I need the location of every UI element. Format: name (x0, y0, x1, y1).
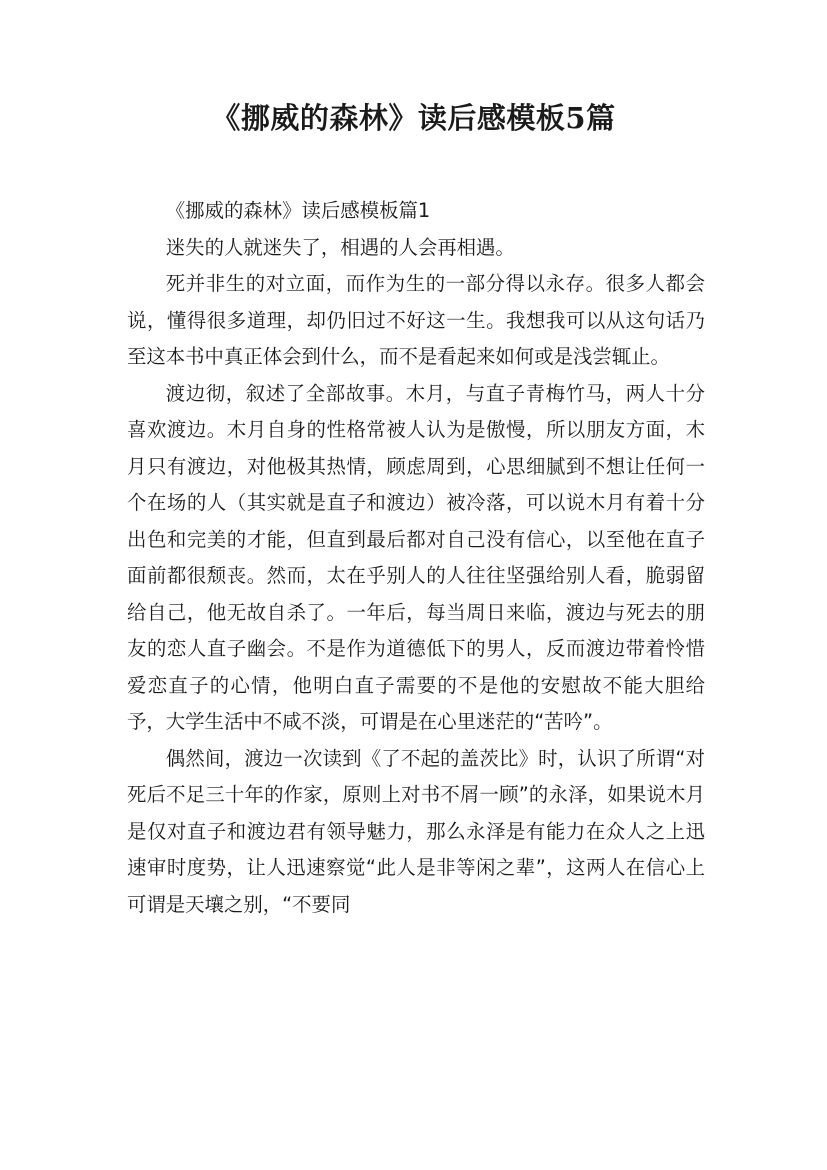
document-title: 《挪威的森林》读后感模板5篇 (211, 101, 616, 135)
body-paragraph: 偶然间，渡边一次读到《了不起的盖茨比》时，认识了所谓“对死后不足三十年的作家，原则上对书不屑一顾”的永泽，如果说木月是仅对直子和渡边君有领导魅力，那么永泽是有能力在众人之上迅速审时度势，让人迅速察觉“此人是非等闲之辈”，这两人在信心上可谓是天壤之别，“不要同 (127, 746, 705, 916)
body-paragraph: 迷失的人就迷失了，相遇的人会再相遇。 (165, 235, 515, 259)
document-body (127, 193, 705, 923)
body-paragraph: 死并非生的对立面，而作为生的一部分得以永存。很多人都会说，懂得很多道理，却仍旧过不好这一生。我想我可以从这句话乃至这本书中真正体会到什么，而不是看起来如何或是浅尝辄止。 (127, 272, 705, 368)
body-paragraph: 渡边彻，叙述了全部故事。木月，与直子青梅竹马，两人十分喜欢渡边。木月自身的性格常被人认为是傲慢，所以朋友方面，木月只有渡边，对他极其热情，顾虑周到，心思细腻到不想让任何一个在场的人（其实就是直子和渡边）被冷落，可以说木月有着十分出色和完美的才能，但直到最后都对自己没有信心，以至他在直子面前都很颓丧。然而，太在乎别人的人往往坚强给别人看，脆弱留给自己，他无故自杀了。一年后，每当周日来临，渡边与死去的朋友的恋人直子幽会。不是作为道德低下的男人，反而渡边带着怜惜爱恋直子的心情，他明白直子需要的不是他的安慰故不能大胆给予，大学生活中不咸不淡，可谓是在心里迷茫的“苦吟”。 (127, 381, 705, 733)
section-heading: 《挪威的森林》读后感模板篇1 (165, 199, 431, 222)
